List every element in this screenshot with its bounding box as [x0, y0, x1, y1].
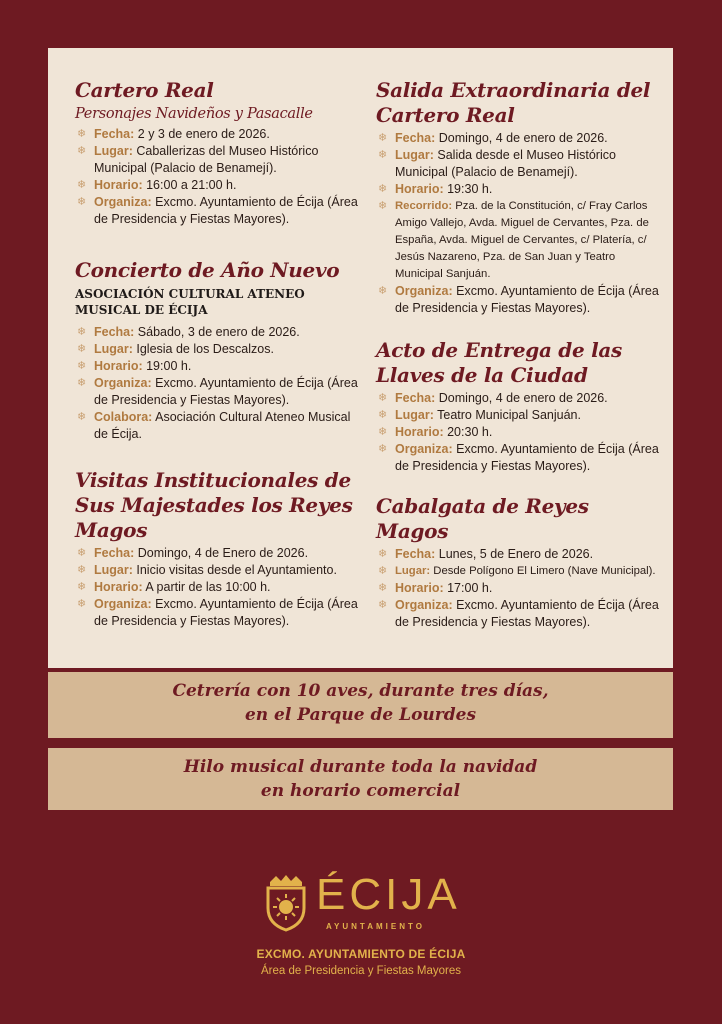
event-cartero-real	[75, 78, 365, 228]
snowflake-icon: ❄	[378, 285, 388, 297]
detail-item: ❄ Fecha: Domingo, 4 de enero de 2026.	[378, 131, 608, 145]
banner-line: en el Parque de Lourdes	[244, 705, 477, 725]
detail-item: ❄ Lugar: Teatro Municipal Sanjuán.	[378, 408, 581, 422]
event-salida	[376, 78, 666, 317]
snowflake-icon: ❄	[77, 343, 87, 355]
snowflake-icon: ❄	[77, 179, 87, 191]
footer-institution: EXCMO. AYUNTAMIENTO DE ÉCIJA	[256, 947, 466, 961]
snowflake-icon: ❄	[378, 183, 388, 195]
detail-item: ❄ Recorrido: Pza. de la Constitución, c/ Fray Carlos Amigo Vallejo, Avda. Miguel de Cervantes, Pza. de España, Avda. Miguel de Cervantes, c/ Platería, c/ Jesús Nazareno, Pza. de San Juan y Teatro Municipal Sanjuán.	[378, 200, 649, 280]
snowflake-icon: ❄	[378, 426, 388, 438]
event-details	[376, 130, 666, 317]
detail-item: ❄ Organiza: Excmo. Ayuntamiento de Écija (Área de Presidencia y Fiestas Mayores).	[378, 284, 659, 315]
detail-item: ❄ Lugar: Caballerizas del Museo Histórico Municipal (Palacio de Benamejí).	[77, 144, 319, 175]
snowflake-icon: ❄	[77, 581, 87, 593]
event-organizer: ASOCIACIÓN CULTURAL ATENEO MUSICAL DE ÉCIJA	[75, 287, 305, 317]
detail-item: ❄ Lugar: Salida desde el Museo Histórico Municipal (Palacio de Benamejí).	[378, 148, 616, 179]
event-title: Acto de Entrega de las Llaves de la Ciudad	[376, 338, 622, 387]
detail-item: ❄ Organiza: Excmo. Ayuntamiento de Écija (Área de Presidencia y Fiestas Mayores).	[77, 376, 358, 407]
detail-item: ❄ Fecha: Sábado, 3 de enero de 2026.	[77, 325, 300, 339]
banner-line: en horario comercial	[260, 781, 461, 801]
detail-item: ❄ Fecha: 2 y 3 de enero de 2026.	[77, 127, 270, 141]
snowflake-icon: ❄	[378, 132, 388, 144]
snowflake-icon: ❄	[77, 411, 87, 423]
detail-item: ❄ Colabora: Asociación Cultural Ateneo Musical de Écija.	[77, 410, 351, 441]
detail-item: ❄ Organiza: Excmo. Ayuntamiento de Écija (Área de Presidencia y Fiestas Mayores).	[77, 597, 358, 628]
snowflake-icon: ❄	[77, 128, 87, 140]
detail-item: ❄ Horario: 17:00 h.	[378, 581, 493, 595]
event-details	[75, 545, 365, 630]
detail-item: ❄ Organiza: Excmo. Ayuntamiento de Écija (Área de Presidencia y Fiestas Mayores).	[378, 442, 659, 473]
event-visitas	[75, 468, 365, 630]
event-title: Visitas Institucionales de Sus Majestades los Reyes Magos	[75, 468, 353, 542]
snowflake-icon: ❄	[378, 582, 388, 594]
events-panel	[48, 48, 673, 668]
detail-item: ❄ Organiza: Excmo. Ayuntamiento de Écija (Área de Presidencia y Fiestas Mayores).	[378, 598, 659, 629]
snowflake-icon: ❄	[77, 360, 87, 372]
snowflake-icon: ❄	[378, 149, 388, 161]
snowflake-icon: ❄	[77, 598, 87, 610]
detail-item: ❄ Horario: 16:00 a 21:00 h.	[77, 178, 237, 192]
banner-line: Hilo musical durante toda la navidad	[183, 757, 538, 777]
banner-cetreria	[48, 672, 673, 738]
event-details	[376, 546, 666, 631]
ecija-crest-icon	[264, 872, 308, 932]
logo-wordmark: ÉCIJA	[316, 870, 461, 919]
snowflake-icon: ❄	[77, 145, 87, 157]
snowflake-icon: ❄	[378, 409, 388, 421]
detail-item: ❄ Horario: A partir de las 10:00 h.	[77, 580, 271, 594]
snowflake-icon: ❄	[77, 326, 87, 338]
detail-item: ❄ Fecha: Domingo, 4 de enero de 2026.	[378, 391, 608, 405]
event-llaves	[376, 338, 666, 475]
detail-item: ❄ Lugar: Desde Polígono El Limero (Nave Municipal).	[376, 563, 666, 580]
detail-item: ❄ Organiza: Excmo. Ayuntamiento de Écija (Área de Presidencia y Fiestas Mayores).	[77, 195, 358, 226]
detail-item: ❄ Lugar: Iglesia de los Descalzos.	[77, 342, 274, 356]
ecija-logo	[264, 872, 460, 936]
event-title: Salida Extraordinaria del Cartero Real	[376, 78, 651, 127]
event-details	[75, 126, 365, 228]
snowflake-icon: ❄	[378, 599, 388, 611]
snowflake-icon: ❄	[378, 565, 388, 577]
snowflake-icon: ❄	[77, 377, 87, 389]
event-details	[75, 324, 365, 443]
event-title: Cartero Real	[75, 78, 214, 102]
footer-department: Área de Presidencia y Fiestas Mayores	[260, 965, 462, 977]
snowflake-icon: ❄	[378, 392, 388, 404]
banner-line: Cetrería con 10 aves, durante tres días,	[172, 681, 549, 701]
detail-item: ❄ Fecha: Domingo, 4 de Enero de 2026.	[77, 546, 309, 560]
snowflake-icon: ❄	[378, 548, 388, 560]
snowflake-icon: ❄	[378, 200, 388, 212]
logo-subtitle: AYUNTAMIENTO	[326, 922, 425, 931]
detail-item: ❄ Horario: 19:00 h.	[77, 359, 192, 373]
event-title: Cabalgata de Reyes Magos	[376, 494, 589, 543]
event-cabalgata	[376, 494, 666, 631]
event-subtitle: Personajes Navideños y Pasacalle	[75, 106, 313, 122]
detail-item: ❄ Lugar: Inicio visitas desde el Ayuntamiento.	[77, 563, 337, 577]
snowflake-icon: ❄	[77, 196, 87, 208]
event-concierto	[75, 258, 365, 443]
event-title: Concierto de Año Nuevo	[75, 258, 340, 282]
event-details	[376, 390, 666, 475]
snowflake-icon: ❄	[378, 443, 388, 455]
detail-item: ❄ Fecha: Lunes, 5 de Enero de 2026.	[378, 547, 594, 561]
banner-hilo-musical	[48, 748, 673, 810]
snowflake-icon: ❄	[77, 547, 87, 559]
detail-item: ❄ Horario: 19:30 h.	[378, 182, 493, 196]
snowflake-icon: ❄	[77, 564, 87, 576]
detail-item: ❄ Horario: 20:30 h.	[378, 425, 493, 439]
